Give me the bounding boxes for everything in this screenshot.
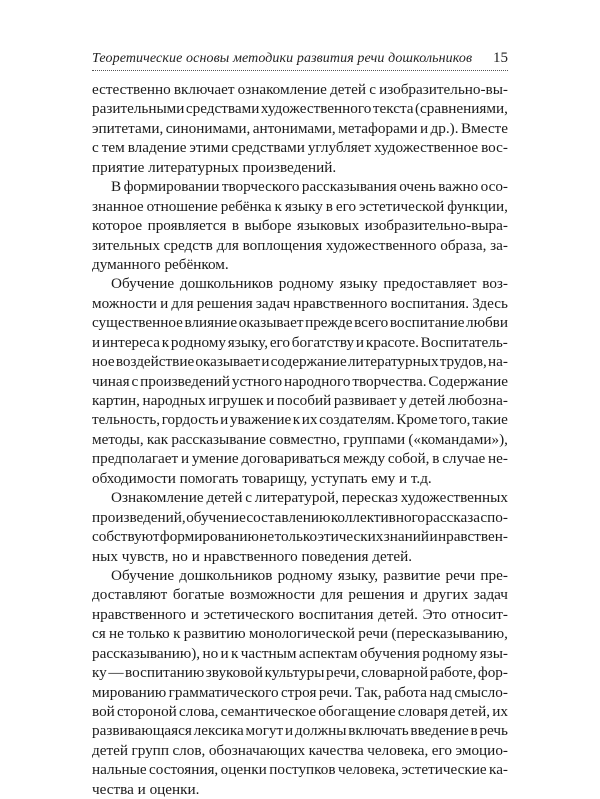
text-line: и интереса к родному языку, его богатству и красоте. Воспитатель-: [92, 333, 508, 351]
text-line: зительных средств для воплощения художественного образа, за-: [92, 236, 508, 254]
running-header: [92, 47, 508, 71]
text-line: детей групп слов, обозначающих качества человека, его эмоцио-: [92, 741, 508, 759]
text-line: рассказыванию), но и к частным аспектам обучения родному язы-: [92, 644, 508, 662]
text-line: развивающаяся лексика могут и должны включать введение в речь: [92, 722, 508, 740]
text-line: чества и оценки.: [92, 780, 200, 798]
text-line: эпитетами, синонимами, антонимами, метафорами и др.). Вместе: [92, 119, 508, 137]
text-line: Обучение дошкольников родному языку предоставляет воз-: [111, 275, 508, 293]
text-line: доставляют богатые возможности для решения и других задач: [92, 586, 508, 604]
text-line: обходимости помогать товарищу, уступать ему и т.д.: [92, 469, 432, 487]
text-line: методы, как рассказывание совместно, группами («командами»),: [92, 430, 508, 448]
text-line: знанное отношение ребёнка к языку в его эстетической функции,: [92, 197, 508, 215]
text-line: существенное влияние оказывает прежде всего воспитание любви: [92, 314, 508, 332]
text-line: собствуют формированию не только этических знаний и нравствен-: [92, 528, 508, 546]
text-line: ся не только к развитию монологической речи (пересказыванию,: [92, 625, 508, 643]
text-line: вой стороной слова, семантическое обогащение словаря детей, их: [92, 703, 508, 720]
text-line: мированию грамматического строя речи. Так, работа над смысло-: [92, 683, 508, 701]
text-line: предполагает и умение договариваться между собой, в случае не-: [92, 450, 508, 468]
body-text: [92, 80, 508, 799]
text-line: естественно включает ознакомление детей с изобразительно-вы-: [92, 81, 508, 98]
text-line: чиная с произведений устного народного творчества. Содержание: [92, 372, 508, 390]
text-line: картин, народных игрушек и пособий развивает у детей любозна-: [92, 392, 508, 409]
text-line: нальные состояния, оценки поступков человека, эстетические ка-: [92, 761, 508, 779]
page-number: 15: [493, 50, 508, 66]
text-line: Обучение дошкольников родному языку, развитие речи пре-: [111, 566, 508, 584]
text-line: можности и для решения задач нравственного воспитания. Здесь: [92, 294, 508, 312]
text-line: ку — воспитанию звуковой культуры речи, словарной работе, фор-: [92, 664, 508, 682]
text-line: нравственного и эстетического воспитания детей. Это относит-: [92, 605, 508, 623]
running-header-title: Теоретические основы методики развития речи дошкольников: [92, 51, 473, 66]
text-line: Ознакомление детей с литературой, пересказ художественных: [111, 489, 508, 507]
text-line: произведений, обучение составлению коллективного рассказа спо-: [92, 508, 508, 526]
text-line: разительными средствами художественного текста (сравнениями,: [92, 100, 508, 118]
text-line: приятие литературных произведений.: [92, 158, 337, 176]
text-line: думанного ребёнком.: [92, 255, 229, 273]
text-line: В формировании творческого рассказывания очень важно осо-: [111, 178, 508, 196]
text-line: тельность, гордость и уважение к их создателям. Кроме того, такие: [92, 411, 508, 429]
text-line: которое проявляется в выборе языковых изобразительно-выра-: [92, 217, 508, 235]
text-line: ных чувств, но и нравственного поведения детей.: [92, 547, 413, 565]
text-line: с тем владение этими средствами углубляет художественное вос-: [92, 139, 508, 157]
text-line: ное воздействие оказывает и содержание литературных трудов, на-: [92, 353, 508, 371]
